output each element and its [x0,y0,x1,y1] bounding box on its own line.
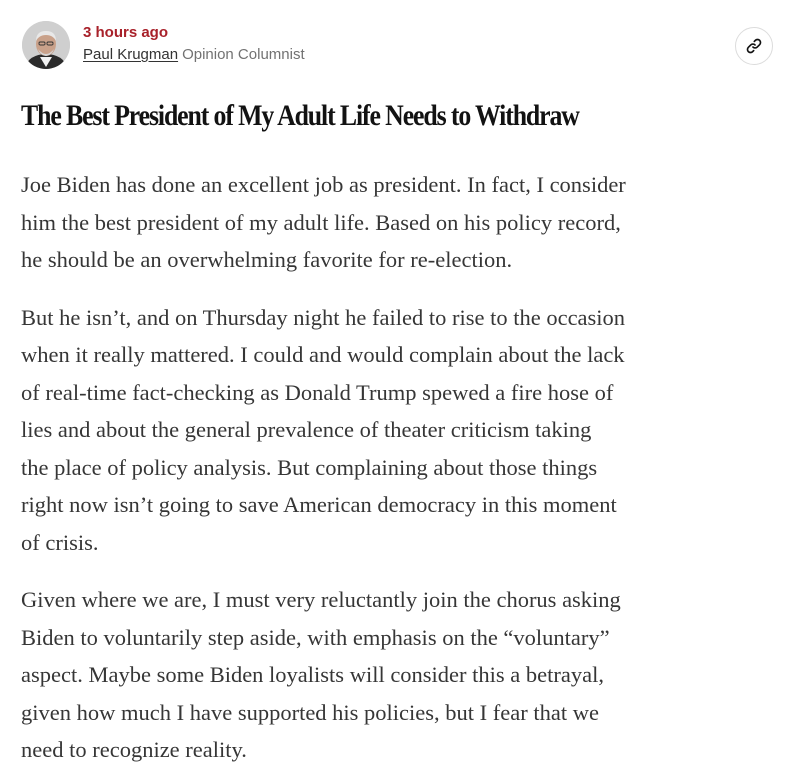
paragraph-line: Joe Biden has done an excellent job as president. In fact, I consider [21,172,626,197]
paragraph-line: right now isn’t going to save American democracy in this moment [21,492,617,517]
author-role: Opinion Columnist [182,46,305,63]
paragraph [21,581,781,766]
paragraph-line: given how much I have supported his policies, but I fear that we [21,699,599,725]
paragraph-line: when it really mattered. I could and would complain about the lack [21,342,625,367]
paragraph-line: lies and about the general prevalence of theater criticism taking [21,417,592,442]
paragraph-line: Biden to voluntarily step aside, with emphasis on the “voluntary” [21,624,610,650]
byline [83,45,305,64]
paragraph-line: he should be an overwhelming favorite for re-election. [21,247,513,272]
author-link[interactable]: Paul Krugman [83,46,179,63]
paragraph-line: him the best president of my adult life. Based on his policy record, [21,209,621,235]
publish-timestamp: 3 hours ago [83,24,169,41]
paragraph-line: need to recognize reality. [21,737,247,762]
paragraph-line: aspect. Maybe some Biden loyalists will consider this a betrayal, [21,662,604,687]
paragraph-line: of real-time fact-checking as Donald Trump spewed a fire hose of [21,379,614,405]
paragraph [21,166,781,279]
paragraph [21,299,781,562]
avatar-icon [22,21,70,69]
link-icon [745,37,763,55]
copy-link-button[interactable] [735,27,773,65]
paragraph-line: of crisis. [21,529,99,555]
paragraph-line: the place of policy analysis. But complaining about those things [21,454,598,480]
article-body [21,166,781,766]
article-headline: The Best President of My Adult Life Needs to Withdraw [21,99,579,132]
article-byline-header [22,21,782,73]
author-avatar[interactable] [22,21,70,69]
paragraph-line: But he isn’t, and on Thursday night he failed to rise to the occasion [21,304,626,330]
paragraph-line: Given where we are, I must very reluctantly join the chorus asking [21,587,621,612]
